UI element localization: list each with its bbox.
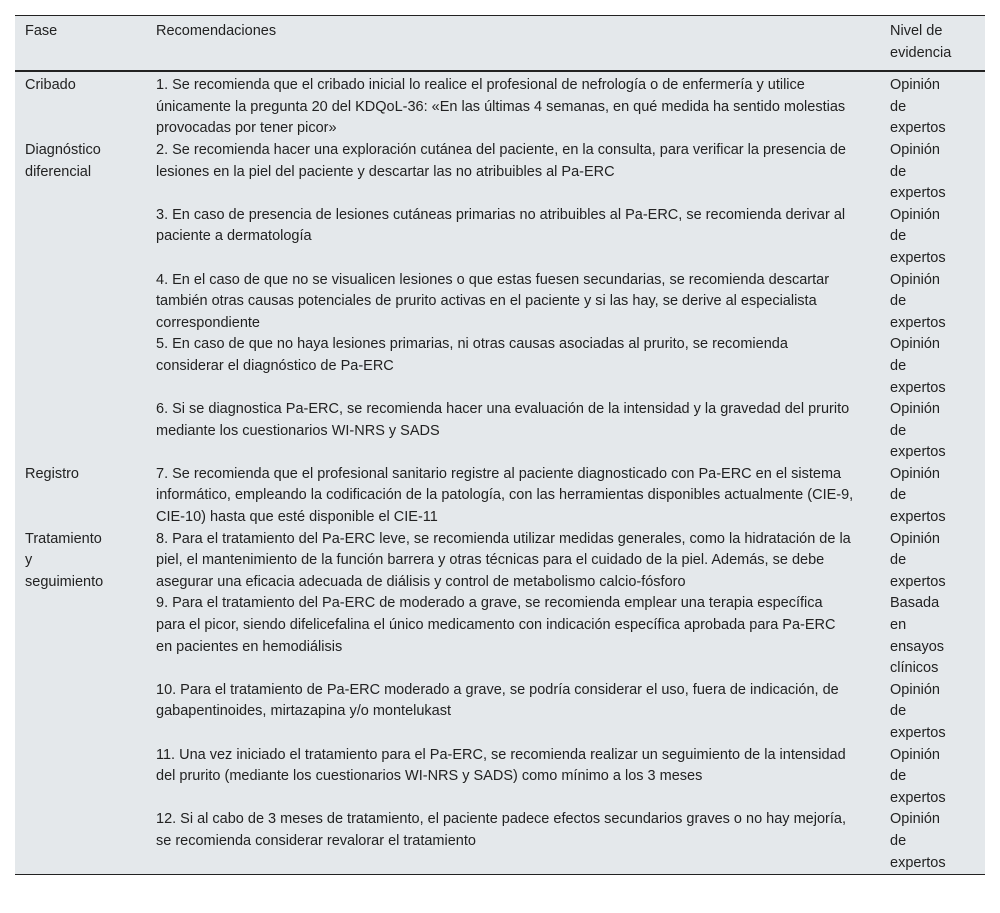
fase-cell xyxy=(15,809,156,874)
fase-cell: Cribado xyxy=(25,77,76,94)
table-row xyxy=(15,745,985,810)
recomendacion-text: 2. Se recomienda hacer una exploración cutánea del paciente, en la consulta, para verificar la presencia de lesiones en la piel del paciente y descartar las no atribuibles al Pa-ERC xyxy=(156,141,846,180)
table-row xyxy=(15,593,985,679)
nivel-evidencia-cell: Opinión de expertos xyxy=(890,336,946,396)
fase-cell: Registro xyxy=(25,465,79,482)
fase-cell xyxy=(15,593,156,679)
fase-cell: Diagnóstico diferencial xyxy=(25,141,101,180)
recomendacion-cell xyxy=(156,334,890,399)
nivel-evidencia-cell: Basada en ensayos clínicos xyxy=(890,595,945,677)
recomendacion-text: 8. Para el tratamiento del Pa-ERC leve, se recomienda utilizar medidas generales, como la hidratación de la piel, el mantenimiento de la función barrera y otras técnicas para el cuidado de la piel. Además, se debe asegurar una eficacia adecuada de diálisis y control de metabolismo calcio-fósforo xyxy=(156,530,851,590)
recomendacion-text: 4. En el caso de que no se visualicen lesiones o que estas fuesen secundarias, se recomienda descartar también otras causas potenciales de prurito activas en el paciente y si las hay, se derive al especialista correspondiente xyxy=(156,271,830,331)
table-header-row xyxy=(15,16,985,71)
table-row xyxy=(15,205,985,270)
header-nivel-evidencia: Nivel de evidencia xyxy=(890,23,952,61)
fase-cell xyxy=(15,680,156,745)
nivel-evidencia-cell: Opinión de expertos xyxy=(890,271,946,331)
nivel-evidencia-cell: Opinión de expertos xyxy=(890,530,946,590)
recomendacion-cell xyxy=(156,270,890,335)
recomendacion-text: 3. En caso de presencia de lesiones cutáneas primarias no atribuibles al Pa-ERC, se recomienda derivar al paciente a dermatología xyxy=(156,206,846,245)
nivel-evidencia-cell: Opinión de expertos xyxy=(890,811,946,871)
recomendacion-cell xyxy=(156,399,890,464)
nivel-evidencia-cell: Opinión de expertos xyxy=(890,465,946,526)
table-row xyxy=(15,270,985,335)
table-row xyxy=(15,334,985,399)
recomendacion-text: 9. Para el tratamiento del Pa-ERC de moderado a grave, se recomienda emplear una terapia específica para el picor, siendo difelicefalina el único medicamento con indicación específica aprobada para Pa-ERC en pacientes en hemodiálisis xyxy=(156,595,836,655)
recomendacion-text: 11. Una vez iniciado el tratamiento para el Pa-ERC, se recomienda realizar un seguimiento de la intensidad del prurito (mediante los cuestionarios WI-NRS y SADS) como mínimo a los 3 meses xyxy=(156,746,846,785)
table-row xyxy=(15,464,985,529)
recomendacion-cell xyxy=(156,529,890,594)
recommendations-table xyxy=(15,16,985,874)
recomendacion-cell xyxy=(156,205,890,270)
recomendacion-cell xyxy=(156,745,890,810)
header-fase: Fase xyxy=(25,23,58,39)
table-row xyxy=(15,140,985,205)
nivel-evidencia-cell: Opinión de expertos xyxy=(890,77,946,137)
recomendacion-text: 5. En caso de que no haya lesiones primarias, ni otras causas asociadas al prurito, se recomienda considerar el diagnóstico de Pa-ERC xyxy=(156,336,788,374)
recomendacion-cell xyxy=(156,464,890,529)
fase-cell xyxy=(15,205,156,270)
nivel-evidencia-cell: Opinión de expertos xyxy=(890,401,946,461)
fase-cell xyxy=(15,334,156,399)
recomendacion-text: 10. Para el tratamiento de Pa-ERC moderado a grave, se podría considerar el uso, fuera de indicación, de gabapentinoides, mirtazapina y/o montelukast xyxy=(156,681,839,720)
table-row xyxy=(15,809,985,874)
nivel-evidencia-cell: Opinión de expertos xyxy=(890,206,946,266)
fase-cell xyxy=(15,399,156,464)
fase-cell xyxy=(15,270,156,335)
recomendacion-text: 1. Se recomienda que el cribado inicial lo realice el profesional de nefrología o de enfermería y utilice únicamente la pregunta 20 del KDQoL-36: «En las últimas 4 semanas, en qué medida ha sentido molestias provocadas por tener picor» xyxy=(156,77,846,137)
nivel-evidencia-cell: Opinión de expertos xyxy=(890,141,946,202)
table-row xyxy=(15,71,985,140)
fase-cell xyxy=(15,745,156,810)
table-row xyxy=(15,680,985,745)
recommendations-table-container xyxy=(15,15,985,875)
recomendacion-cell xyxy=(156,809,890,874)
recomendacion-text: 7. Se recomienda que el profesional sanitario registre al paciente diagnosticado con Pa-ERC en el sistema informático, empleando la codificación de la patología, con las herramientas disponibles actualmente (CIE-9, CIE-10) hasta que esté disponible el CIE-11 xyxy=(156,465,854,526)
recomendacion-cell xyxy=(156,593,890,679)
table-row xyxy=(15,399,985,464)
recomendacion-text: 6. Si se diagnostica Pa-ERC, se recomienda hacer una evaluación de la intensidad y la gravedad del prurito mediante los cuestionarios WI-NRS y SADS xyxy=(156,401,850,439)
fase-cell: Tratamiento y seguimiento xyxy=(25,530,104,590)
header-recomendaciones: Recomendaciones xyxy=(156,23,277,39)
recomendacion-cell xyxy=(156,71,890,140)
recomendacion-cell xyxy=(156,680,890,745)
recomendacion-text: 12. Si al cabo de 3 meses de tratamiento, el paciente padece efectos secundarios graves o no hay mejoría, se recomienda considerar revalorar el tratamiento xyxy=(156,811,846,849)
nivel-evidencia-cell: Opinión de expertos xyxy=(890,746,946,806)
recomendacion-cell xyxy=(156,140,890,205)
table-row xyxy=(15,529,985,594)
nivel-evidencia-cell: Opinión de expertos xyxy=(890,681,946,741)
